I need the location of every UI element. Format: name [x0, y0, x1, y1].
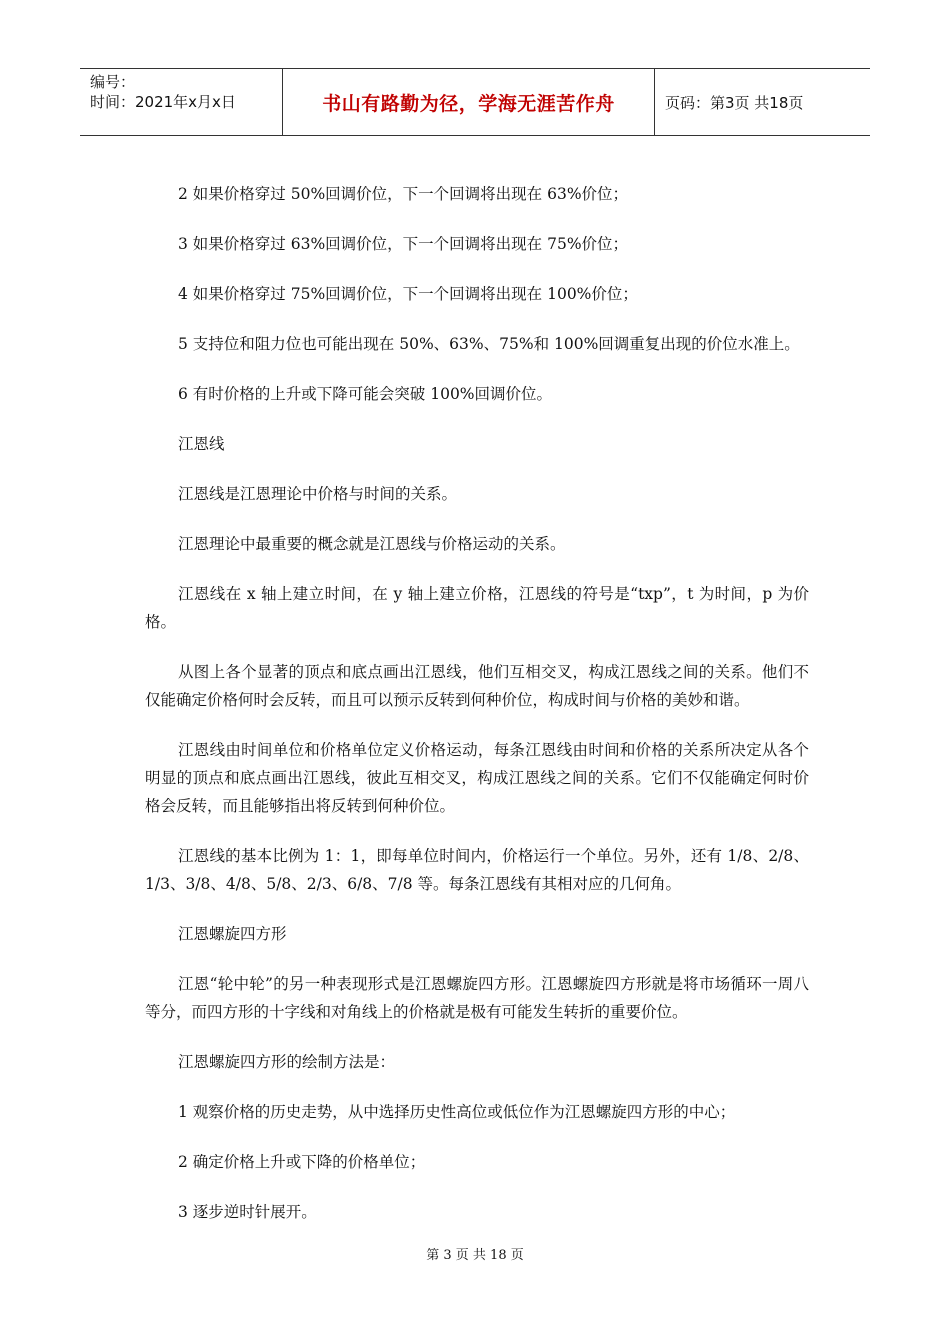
list-item: 2 如果价格穿过 50%回调价位，下一个回调将出现在 63%价位；: [178, 185, 629, 203]
list-item: 1 观察价格的历史走势，从中选择历史性高位或低位作为江恩螺旋四方形的中心；: [178, 1103, 736, 1121]
paragraph: 江恩“轮中轮”的另一种表现形式是江恩螺旋四方形。江恩螺旋四方形就是将市场循环一周八等分，而四方形的十字线和对角线上的价格就是极有可能发生转折的重要价位。: [145, 975, 809, 1021]
list-item: 4 如果价格穿过 75%回调价位，下一个回调将出现在 100%价位；: [178, 285, 638, 303]
paragraph: 江恩理论中最重要的概念就是江恩线与价格运动的关系。: [178, 535, 566, 553]
header-motto: 书山有路勤为径，学海无涯苦作舟: [282, 69, 655, 135]
paragraph: 江恩线由时间单位和价格单位定义价格运动，每条江恩线由时间和价格的关系所决定从各个明显的顶点和底点画出江恩线，彼此互相交叉，构成江恩线之间的关系。它们不仅能确定何时价格会反转，而且能够指出将反转到何种价位。: [145, 741, 809, 815]
section-heading: 江恩螺旋四方形: [178, 925, 287, 943]
section-heading: 江恩线: [178, 435, 225, 453]
header-page-number: 页码：第3页 共18页: [665, 93, 804, 112]
paragraph: 江恩螺旋四方形的绘制方法是：: [178, 1053, 396, 1071]
header-info: [80, 69, 282, 135]
paragraph: 江恩线在 x 轴上建立时间，在 y 轴上建立价格，江恩线的符号是“txp”，t 为时间，p 为价格。: [145, 585, 809, 631]
paragraph: 从图上各个显著的顶点和底点画出江恩线，他们互相交叉，构成江恩线之间的关系。他们不仅能确定价格何时会反转，而且可以预示反转到何种价位，构成时间与价格的美妙和谐。: [145, 663, 809, 709]
list-item: 3 逐步逆时针展开。: [178, 1203, 317, 1221]
document-body: [145, 180, 809, 1248]
list-item: 6 有时价格的上升或下降可能会突破 100%回调价位。: [178, 385, 553, 403]
list-item: 2 确定价格上升或下降的价格单位；: [178, 1153, 426, 1171]
document-date: 时间：2021年x月x日: [90, 93, 236, 111]
list-item: 5 支持位和阻力位也可能出现在 50%、63%、75%和 100%回调重复出现的价位水准上。: [178, 335, 800, 353]
paragraph: 江恩线是江恩理论中价格与时间的关系。: [178, 485, 458, 503]
list-item: 3 如果价格穿过 63%回调价位，下一个回调将出现在 75%价位；: [178, 235, 629, 253]
document-number: 编号：: [90, 73, 136, 91]
paragraph: 江恩线的基本比例为 1：1，即每单位时间内，价格运行一个单位。另外，还有 1/8、2/8、1/3、3/8、4/8、5/8、2/3、6/8、7/8 等。每条江恩线有其相对应的几何角。: [145, 847, 809, 893]
document-header: [80, 68, 870, 136]
page-footer: 第 3 页 共 18 页: [426, 1248, 524, 1263]
